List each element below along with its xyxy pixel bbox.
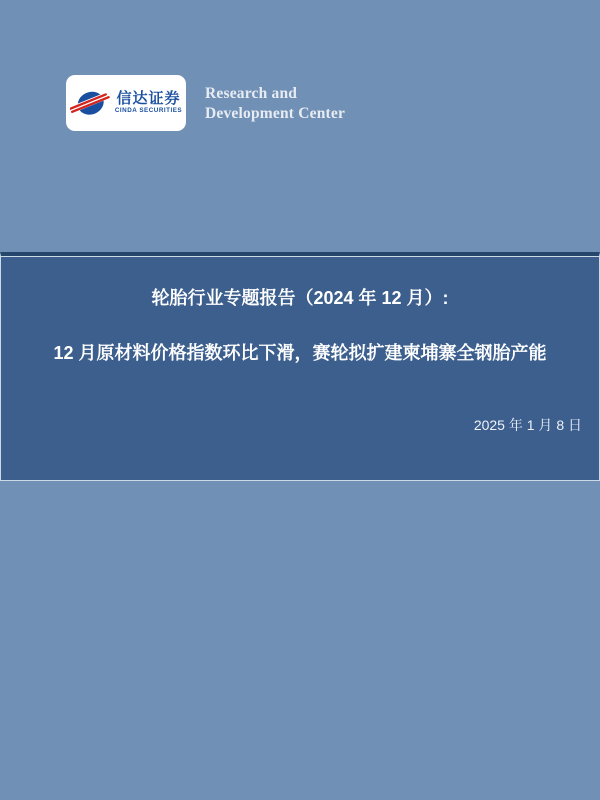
logo-wordmark: [115, 91, 182, 115]
logo-cn-name: 信达证券: [116, 90, 181, 107]
cinda-logo: [66, 75, 186, 131]
department-name: [205, 84, 345, 124]
department-name-line2: Development Center: [205, 105, 346, 122]
department-name-line1: Research and: [205, 85, 298, 102]
cinda-swoosh-globe-icon: [70, 88, 110, 119]
logo-en-name: CINDA SECURITIES: [114, 107, 183, 114]
title-banner: [0, 252, 600, 481]
report-series-title: 轮胎行业专题报告（2024 年 12 月）:: [151, 288, 449, 308]
report-date: 2025 年 1 月 8 日: [473, 417, 582, 433]
report-main-title: 12 月原材料价格指数环比下滑，赛轮拟扩建柬埔寨全钢胎产能: [53, 343, 547, 363]
